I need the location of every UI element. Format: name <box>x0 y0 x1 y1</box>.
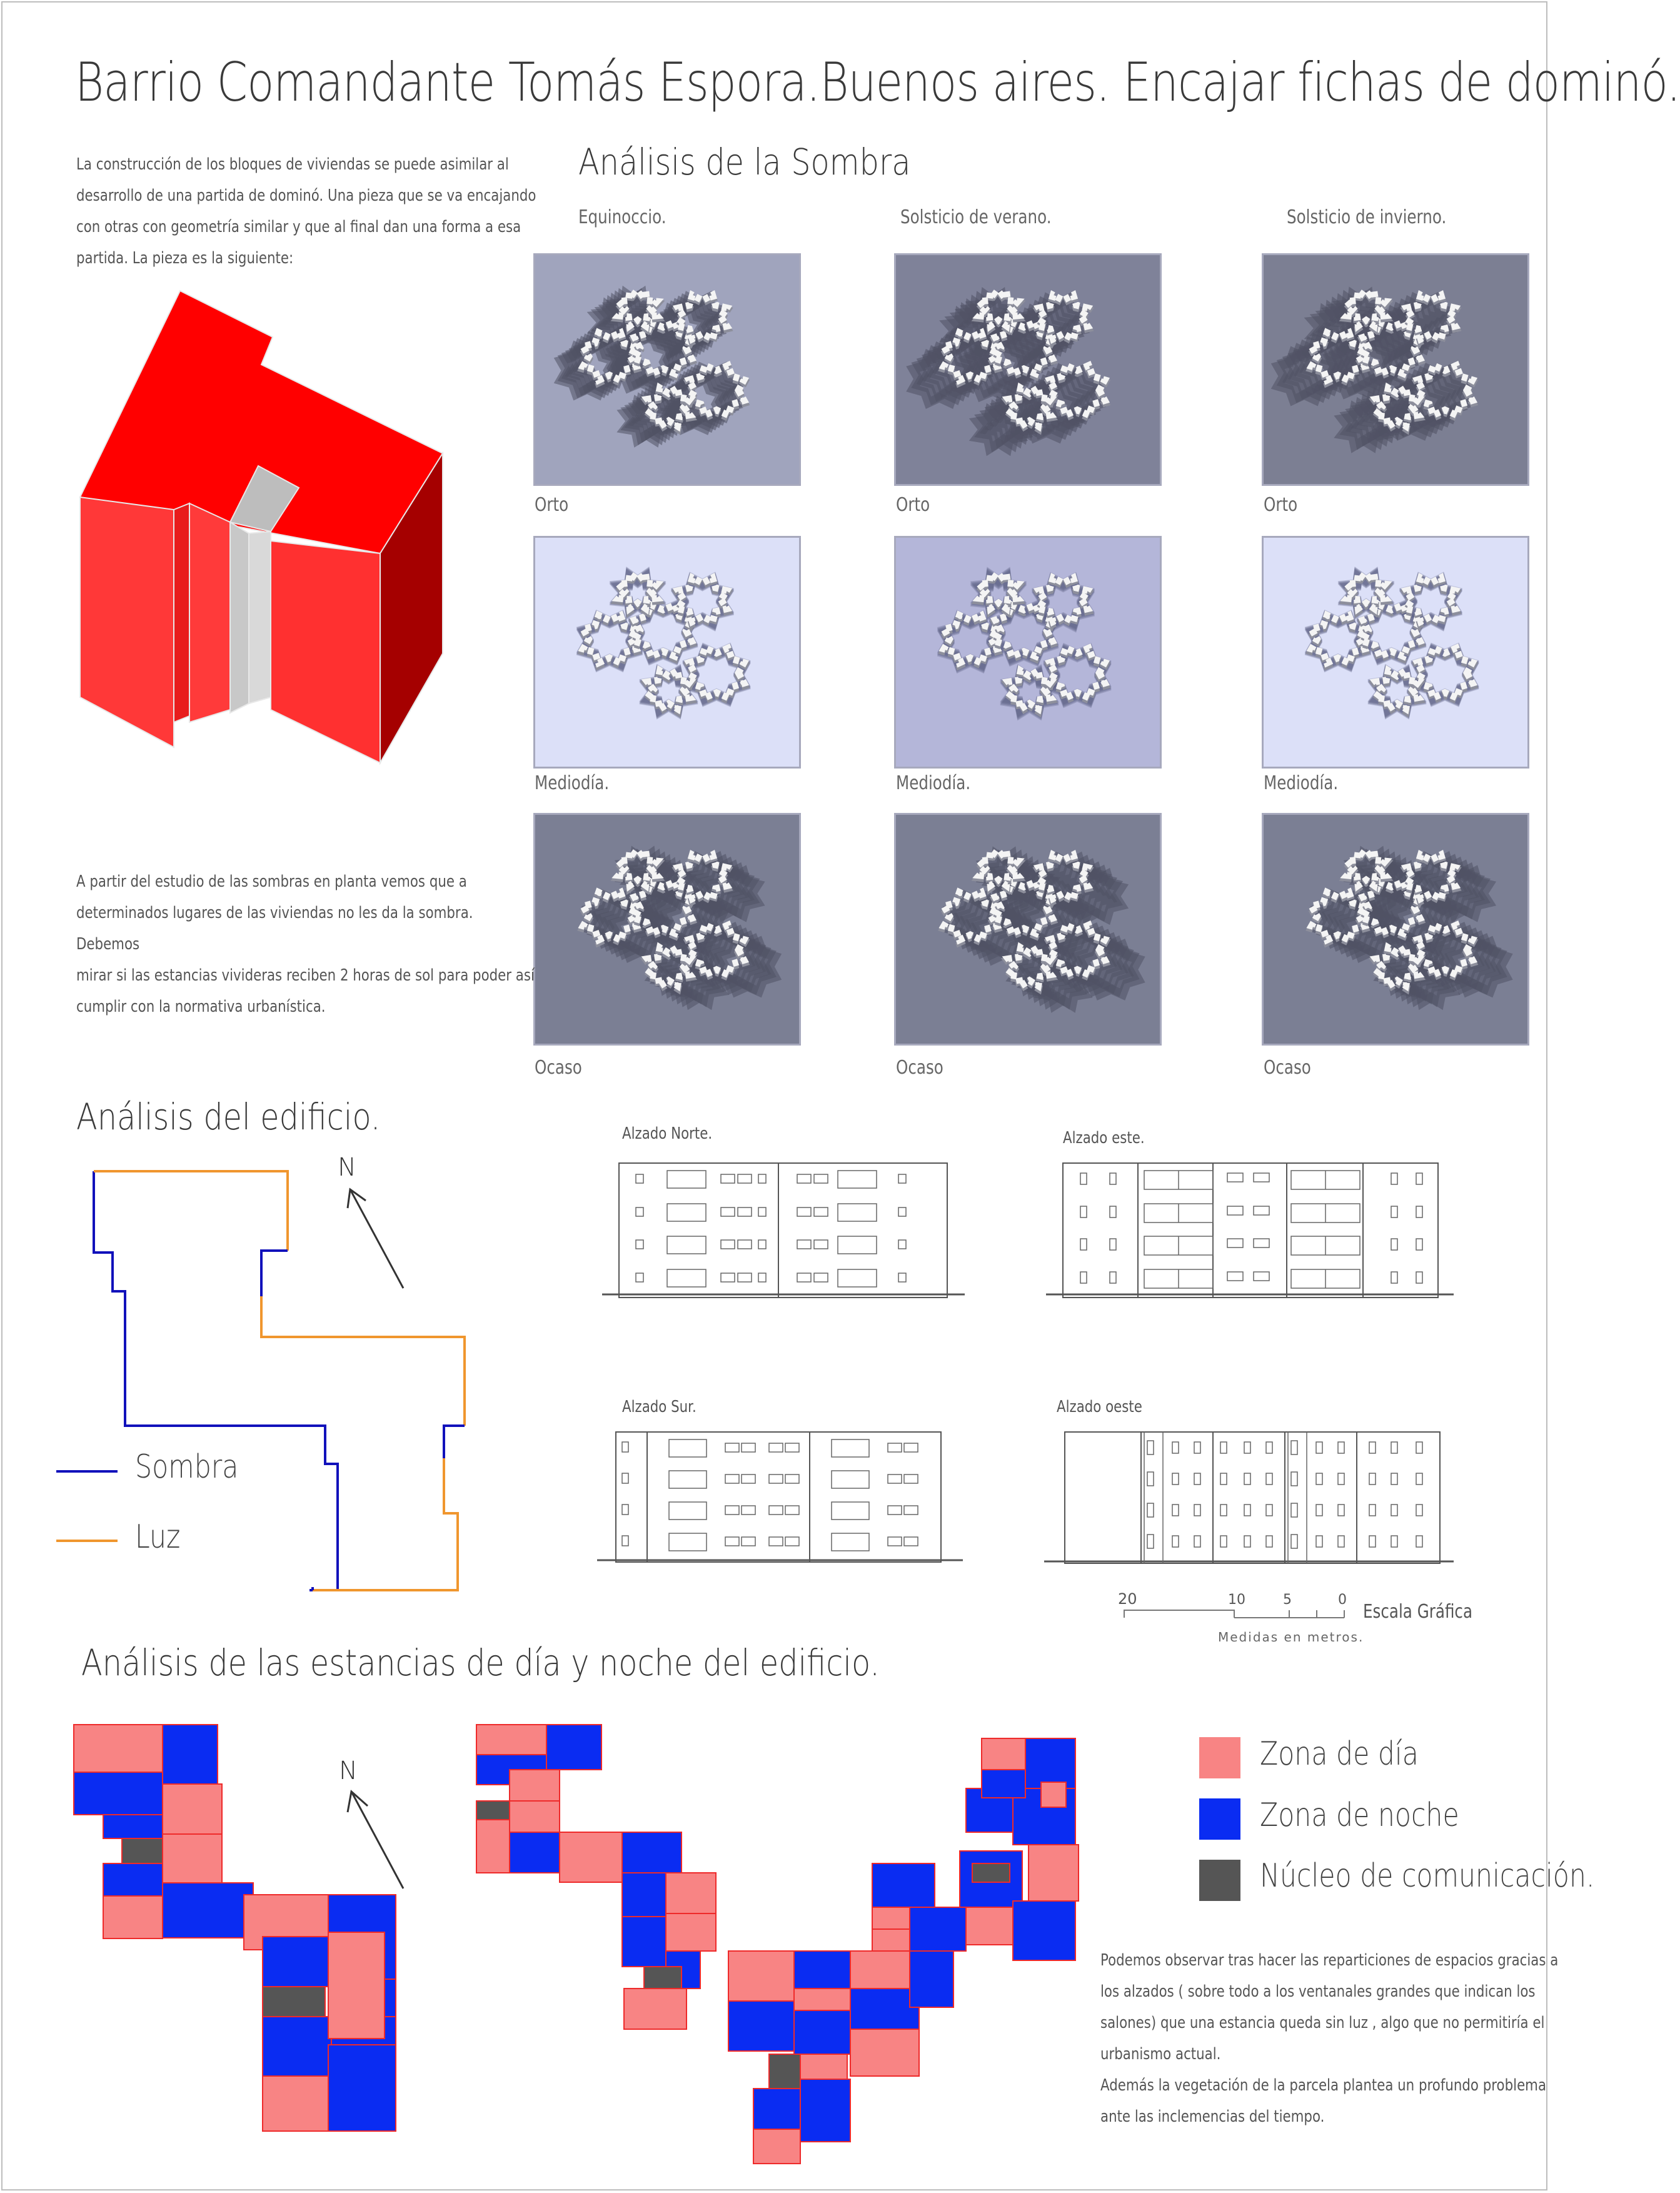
legend-label-day: Zona de día <box>1260 1735 1419 1773</box>
day-zone-room <box>163 1784 222 1834</box>
conclusion-line: Podemos observar tras hacer las reparticiones de espacios gracias a <box>1100 1951 1559 1970</box>
shadow-heading: Análisis de la Sombra <box>578 141 911 183</box>
night-zone-room <box>103 1863 163 1896</box>
legend-label-core: Núcleo de comunicación. <box>1260 1857 1595 1895</box>
shadow-panel <box>533 813 801 1046</box>
elevation-south-drawing <box>594 1426 969 1570</box>
elevation-label-south: Alzado Sur. <box>622 1398 697 1416</box>
shadow-panel <box>894 536 1162 769</box>
night-zone-room <box>872 1863 935 1907</box>
day-zone-room <box>328 1932 385 2039</box>
day-zone-room <box>666 1913 716 1951</box>
row-caption-mediodia: Mediodía. <box>535 772 610 794</box>
shadow-panel <box>533 253 801 486</box>
night-zone-room <box>74 1772 163 1815</box>
elevation-north-drawing <box>597 1157 972 1301</box>
shadow-panel <box>1262 813 1529 1046</box>
communication-core <box>263 1987 325 2017</box>
day-zone-room <box>872 1907 910 1929</box>
building-outline-clean <box>50 1138 500 1613</box>
day-zone-room <box>794 1989 850 2010</box>
column-label-winter-solstice: Solsticio de invierno. <box>1287 206 1447 228</box>
day-zone-room <box>982 1738 1025 1770</box>
day-zone-room <box>263 2076 338 2131</box>
night-zone-room <box>1025 1738 1075 1788</box>
night-zone-room <box>328 2045 396 2131</box>
shadow-text-line: A partir del estudio de las sombras en planta vemos que a <box>76 872 467 891</box>
zones-heading: Análisis de las estancias de día y noche del edificio. <box>81 1641 880 1684</box>
day-zone-room <box>728 1951 794 2001</box>
night-zone-room <box>103 1815 163 1838</box>
night-zone-room <box>622 1832 682 1873</box>
day-zone-room <box>624 1989 687 2029</box>
scale-label: Escala Gráfica <box>1363 1601 1473 1623</box>
column-label-equinox: Equinoccio. <box>578 206 666 228</box>
intro-line: La construcción de los bloques de viviendas se puede asimilar al <box>76 155 509 174</box>
conclusion-text <box>1100 1945 1562 2132</box>
row-caption-orto: Orto <box>535 494 569 516</box>
graphic-scale-bar <box>1113 1591 1363 1654</box>
legend-swatch-night <box>1199 1798 1240 1840</box>
communication-core <box>476 1801 510 1820</box>
night-zone-room <box>728 2001 794 2051</box>
day-zone-room <box>510 1770 560 1801</box>
north-label: N <box>338 1153 356 1182</box>
day-zone-room <box>476 1820 510 1873</box>
legend-swatch-day <box>1199 1737 1240 1778</box>
night-zone-room <box>163 1883 253 1938</box>
shadow-panel <box>533 536 801 769</box>
column-label-summer-solstice: Solsticio de verano. <box>900 206 1052 228</box>
elevation-label-east: Alzado este. <box>1063 1129 1145 1147</box>
day-zone-room <box>800 2054 847 2079</box>
day-zone-room <box>510 1801 560 1832</box>
conclusion-line: salones) que una estancia queda sin luz , algo que no permitiría el <box>1100 2014 1545 2032</box>
day-zone-room <box>163 1834 222 1883</box>
night-zone-room <box>510 1832 560 1873</box>
communication-core <box>972 1863 1010 1882</box>
shadow-panel <box>1262 536 1529 769</box>
row-caption-ocaso: Ocaso <box>535 1057 582 1079</box>
scale-tick-0: 0 <box>1338 1592 1347 1608</box>
night-zone-room <box>794 1951 850 1989</box>
zones-plan <box>69 1713 1100 2139</box>
north-arrow-icon <box>348 1792 403 1888</box>
night-zone-room <box>794 2010 850 2054</box>
day-zone-room <box>74 1725 163 1772</box>
row-caption-ocaso: Ocaso <box>896 1057 943 1079</box>
day-zone-room <box>666 1873 716 1913</box>
conclusion-line: ante las inclemencias del tiempo. <box>1100 2107 1325 2126</box>
day-zone-room <box>753 2129 800 2164</box>
scale-units: Medidas en metros. <box>1218 1630 1364 1645</box>
shadow-panel <box>894 253 1162 486</box>
legend-label-night: Zona de noche <box>1260 1797 1459 1834</box>
night-zone-room <box>753 2089 800 2129</box>
shadow-text-line: determinados lugares de las viviendas no les da la sombra. Debemos <box>76 904 473 954</box>
legend-label-luz: Luz <box>135 1518 181 1556</box>
intro-text <box>76 149 538 274</box>
scale-tick-10: 10 <box>1228 1592 1245 1608</box>
communication-core <box>122 1838 163 1863</box>
intro-line: desarrollo de una partida de dominó. Una pieza que se va encajando <box>76 186 536 205</box>
elevation-label-north: Alzado Norte. <box>622 1124 713 1143</box>
night-zone-room <box>546 1725 601 1770</box>
day-zone-room <box>560 1832 622 1882</box>
conclusion-line: los alzados ( sobre todo a los ventanales grandes que indican los <box>1100 1982 1536 2001</box>
legend-swatch-core <box>1199 1860 1240 1901</box>
night-zone-room <box>263 2017 331 2076</box>
north-label: N <box>339 1757 358 1785</box>
elevation-label-west: Alzado oeste <box>1057 1398 1142 1416</box>
shadow-panel <box>894 813 1162 1046</box>
intro-line: partida. La pieza es la siguiente: <box>76 249 294 268</box>
scale-tick-5: 5 <box>1283 1592 1292 1608</box>
row-caption-orto: Orto <box>1264 494 1298 516</box>
day-zone-room <box>476 1725 546 1755</box>
elevation-east-drawing <box>1041 1157 1466 1301</box>
scale-tick-20: 20 <box>1118 1590 1137 1608</box>
night-zone-room <box>1013 1901 1075 1960</box>
shadow-panel <box>1262 253 1529 486</box>
page-title: Barrio Comandante Tomás Espora.Buenos aires. Encajar fichas de dominó. <box>75 51 1680 114</box>
building-heading: Análisis del edificio. <box>76 1096 381 1138</box>
night-zone-room <box>910 1951 953 2007</box>
row-caption-mediodia: Mediodía. <box>896 772 971 794</box>
shadow-text-line: mirar si las estancias vivideras reciben 2 horas de sol para poder así <box>76 966 535 985</box>
night-zone-room <box>850 1989 919 2029</box>
night-zone-room <box>910 1907 966 1951</box>
day-zone-room <box>103 1896 163 1938</box>
row-caption-mediodia: Mediodía. <box>1264 772 1339 794</box>
night-zone-room <box>622 1917 666 1967</box>
row-caption-ocaso: Ocaso <box>1264 1057 1311 1079</box>
night-zone-room <box>263 1937 330 1987</box>
day-zone-room <box>850 1951 910 1989</box>
row-caption-orto: Orto <box>896 494 930 516</box>
conclusion-line: urbanismo actual. <box>1100 2045 1221 2064</box>
day-zone-room <box>1041 1782 1066 1807</box>
day-zone-room <box>850 2029 919 2076</box>
conclusion-line: Además la vegetación de la parcela plantea un profundo problema <box>1100 2076 1547 2095</box>
night-zone-room <box>163 1725 218 1784</box>
elevation-west-drawing <box>1038 1426 1463 1570</box>
day-zone-room <box>1029 1845 1079 1901</box>
night-zone-room <box>982 1770 1025 1798</box>
night-zone-room <box>800 2079 850 2142</box>
shadow-text-line: cumplir con la normativa urbanística. <box>76 997 326 1016</box>
domino-piece-isometric <box>74 285 449 779</box>
shadow-text <box>76 866 538 1022</box>
intro-line: con otras con geometría similar y que al final dan una forma a esa <box>76 218 521 236</box>
legend-label-sombra: Sombra <box>135 1448 239 1486</box>
